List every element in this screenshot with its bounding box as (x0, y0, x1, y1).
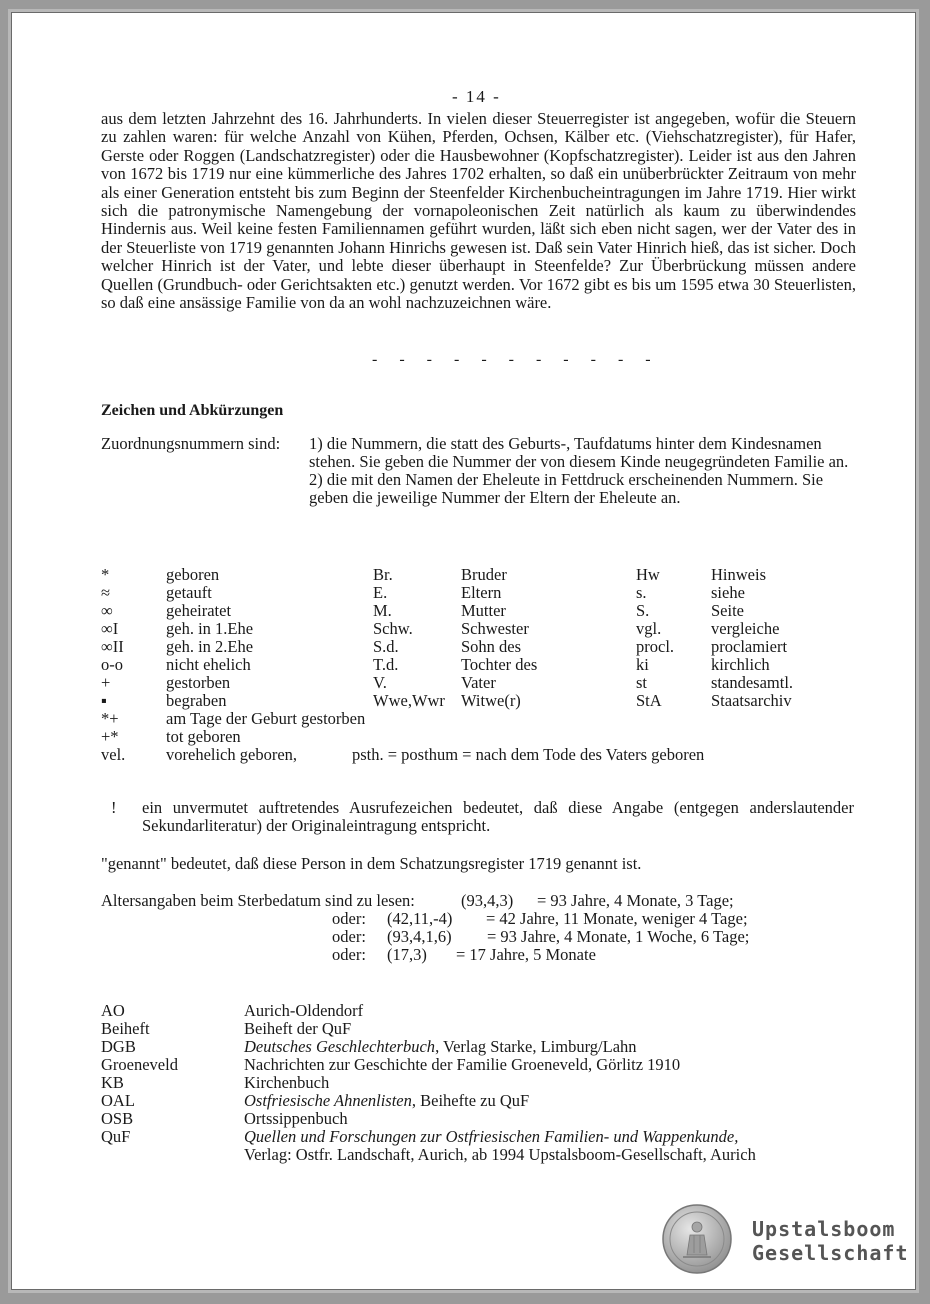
document-page (11, 12, 916, 1290)
symbol-cell: StA (636, 691, 662, 710)
quf-publisher-line: Verlag: Ostfr. Landschaft, Aurich, ab 1994 Upstalsboom-Gesellschaft, Aurich (244, 1145, 756, 1164)
symbol-cell: ≈ (101, 583, 111, 602)
symbol-cell: ∞I (101, 619, 119, 638)
symbol-cell: Bruder (461, 565, 507, 584)
abbreviation-key: Groeneveld (101, 1055, 178, 1074)
abbreviation-rest: , Beihefte zu QuF (411, 1091, 530, 1110)
abbreviation-text: Aurich-Oldendorf (244, 1001, 364, 1020)
abbreviation-row (101, 1056, 861, 1074)
abbreviation-title-italic: Quellen und Forschungen zur Ostfriesischen Familien- und Wappenkunde, (244, 1127, 739, 1146)
abbreviation-value (244, 1020, 861, 1038)
abbreviation-value (244, 1128, 861, 1164)
symbol-row (101, 710, 881, 728)
symbol-cell: geh. in 1.Ehe (166, 619, 254, 638)
symbol-cell: s. (636, 583, 647, 602)
symbol-cell: M. (373, 601, 392, 620)
symbol-cell: geh. in 2.Ehe (166, 637, 254, 656)
abbreviation-key: OAL (101, 1091, 135, 1110)
symbol-row (101, 728, 881, 746)
abbreviation-row (101, 1128, 861, 1164)
age-row (101, 928, 861, 946)
symbol-cell: ∞II (101, 637, 124, 656)
age-code: (93,4,3) (461, 891, 514, 910)
symbol-cell: o-o (101, 655, 123, 674)
symbol-cell: Hw (636, 565, 660, 584)
zuordnung-text (309, 435, 855, 507)
symbol-cell: siehe (711, 583, 745, 602)
age-row (101, 910, 861, 928)
abbreviation-key: OSB (101, 1109, 134, 1128)
symbol-cell: Wwe,Wwr (373, 691, 445, 710)
symbol-cell: standesamtl. (711, 673, 794, 692)
symbol-cell: E. (373, 583, 388, 602)
symbol-cell: ∞ (101, 601, 113, 620)
abbreviation-key: AO (101, 1001, 125, 1020)
symbol-cell: nicht ehelich (166, 655, 251, 674)
symbol-cell: proclamiert (711, 637, 788, 656)
abbreviation-value (244, 1038, 861, 1056)
symbols-table (101, 566, 881, 746)
abbreviation-key: QuF (101, 1127, 131, 1146)
age-row (101, 946, 861, 964)
age-meaning: = 93 Jahre, 4 Monate, 3 Tage; (537, 891, 734, 910)
separator-line: - - - - - - - - - - - (372, 351, 660, 368)
symbol-row (101, 674, 881, 692)
symbol-cell: st (636, 673, 648, 692)
exclamation-text: ein unvermutet auftretendes Ausrufezeichen bedeutet, daß diese Angabe (entgegen anderslautender Sekundarliteratur) der Originaleintragung entspricht. (142, 798, 854, 835)
symbol-cell: * (101, 565, 110, 584)
age-code: (42,11,-4) (387, 909, 453, 928)
symbol-cell: gestorben (166, 673, 231, 692)
symbol-cell: geheiratet (166, 601, 232, 620)
age-meaning: = 42 Jahre, 11 Monate, weniger 4 Tage; (486, 909, 748, 928)
symbol-cell: V. (373, 673, 387, 692)
symbol-row (101, 620, 881, 638)
abbreviation-row (101, 1092, 861, 1110)
abbreviation-text: Ortssippenbuch (244, 1109, 348, 1128)
org-name (752, 1217, 909, 1265)
abbreviation-row (101, 1110, 861, 1128)
symbol-cell: Mutter (461, 601, 506, 620)
symbol-row (101, 584, 881, 602)
section-title: Zeichen und Abkürzungen (101, 402, 284, 419)
vel-abbr: vel. (101, 745, 126, 764)
symbol-cell: Schwester (461, 619, 529, 638)
abbreviation-key: Beiheft (101, 1019, 150, 1038)
symbol-cell: Tochter des (461, 655, 538, 674)
symbol-cell: Vater (461, 673, 496, 692)
psth-text: psth. = posthum = nach dem Tode des Vaters geboren (352, 745, 705, 764)
age-prefix: oder: (332, 927, 366, 946)
symbol-cell: Seite (711, 601, 744, 620)
age-intro: Altersangaben beim Sterbedatum sind zu lesen: (101, 891, 415, 910)
seal-icon (661, 1203, 733, 1275)
abbreviation-row (101, 1074, 861, 1092)
abbreviation-key: DGB (101, 1037, 136, 1056)
page-number: - 14 - (452, 87, 501, 106)
age-prefix: oder: (332, 909, 366, 928)
abbreviation-key: KB (101, 1073, 124, 1092)
symbol-cell: begraben (166, 691, 227, 710)
abbreviation-title-italic: Ostfriesische Ahnenlisten (244, 1091, 412, 1110)
symbol-row (101, 638, 881, 656)
symbol-cell: ▪ (101, 691, 107, 710)
abbreviation-value (244, 1074, 861, 1092)
symbol-cell: procl. (636, 637, 675, 656)
abbreviation-title-italic: Deutsches Geschlechterbuch (244, 1037, 436, 1056)
exclamation-mark: ! (111, 798, 117, 817)
symbol-cell: *+ (101, 709, 119, 728)
abbreviations-table (101, 1002, 861, 1164)
age-code: (93,4,1,6) (387, 927, 452, 946)
symbol-cell: Witwe(r) (461, 691, 521, 710)
symbol-cell: Schw. (373, 619, 413, 638)
symbol-cell: +* (101, 727, 119, 746)
symbol-cell: Staatsarchiv (711, 691, 792, 710)
abbreviation-value (244, 1092, 861, 1110)
symbol-cell: Br. (373, 565, 393, 584)
vel-row (101, 746, 861, 764)
symbol-cell: Sohn des (461, 637, 522, 656)
age-prefix: oder: (332, 945, 366, 964)
age-notation-block (101, 892, 861, 964)
intro-text: aus dem letzten Jahrzehnt des 16. Jahrhunderts. In vielen dieser Steuerregister ist angegeben, wofür die Steuern zu zahlen waren: für welche Anzahl von Kühen, Pferden, Ochsen, Kälber etc. (Viehschatzregister), für Hafer, Gerste oder Roggen (Landschatzregister) oder die Hausbewohner (Kopfschatzregister). Leider ist aus den Jahren von 1672 bis 1719 nur eine kümmerliche des Jahres 1702 erhalten, so daß ein unüberbrückter Zeitraum von mehr als einer Generation entsteht bis zum Beginn der Steenfelder Kirchenbucheintragungen im Jahre 1719. Hier wirkt sich die patronymische Namengebung der vornapoleonischen Zeit natürlich als kaum zu überwindendes Hindernis aus. Weil keine festen Familiennamen geführt wurden, läßt sich eben nicht sagen, wer der Vater des in der Steuerliste von 1719 genannten Johann Hinrichs gewesen ist. Daß sein Vater Hinrich hieß, das ist sicher. Doch welcher Hinrich ist der Vater, und lebte dieser überhaupt in Steenfelde? Zur Überbrückung müssen andere Quellen (Grundbuch- oder Gerichtsakten etc.) genutzt werden. Vor 1672 gibt es bis um 1595 etwa 30 Steuerlisten, so daß eine ansässige Familie von da an wohl nachzuzeichnen wäre. (101, 109, 856, 313)
org-name-line2: Gesellschaft (752, 1241, 909, 1265)
vel-meaning: vorehelich geboren, (166, 745, 298, 764)
abbreviation-row (101, 1020, 861, 1038)
symbol-row (101, 566, 881, 584)
symbol-row (101, 602, 881, 620)
age-meaning: = 93 Jahre, 4 Monate, 1 Woche, 6 Tage; (487, 927, 750, 946)
age-meaning: = 17 Jahre, 5 Monate (456, 945, 596, 964)
symbol-cell: tot geboren (166, 727, 241, 746)
symbol-cell: getauft (166, 583, 212, 602)
symbol-cell: S. (636, 601, 650, 620)
symbol-row (101, 656, 881, 674)
symbol-cell: kirchlich (711, 655, 770, 674)
abbreviation-row (101, 1002, 861, 1020)
abbreviation-text: Nachrichten zur Geschichte der Familie Groeneveld, Görlitz 1910 (244, 1055, 681, 1074)
abbreviation-text: Beiheft der QuF (244, 1019, 352, 1038)
zuordnung-label: Zuordnungsnummern sind: (101, 434, 281, 453)
org-name-line1: Upstalsboom (752, 1217, 896, 1241)
zuordnung-line2: 2) die mit den Namen der Eheleute in Fettdruck erscheinenden Nummern. Sie geben die jeweilige Nummer der Eltern der Eheleute an. (309, 470, 824, 507)
age-row (101, 892, 861, 910)
abbreviation-row (101, 1038, 861, 1056)
symbol-cell: vergleiche (711, 619, 780, 638)
abbreviation-value (244, 1110, 861, 1128)
abbreviation-value (244, 1056, 861, 1074)
symbol-cell: T.d. (373, 655, 399, 674)
zuordnung-line1: 1) die Nummern, die statt des Geburts-, Taufdatums hinter dem Kindesnamen stehen. Sie geben die Nummer der von diesem Kinde neugegründeten Familie an. (309, 434, 849, 471)
abbreviation-rest: , Verlag Starke, Limburg/Lahn (435, 1037, 637, 1056)
symbol-cell: S.d. (373, 637, 399, 656)
symbol-cell: + (101, 673, 111, 692)
symbol-cell: am Tage der Geburt gestorben (166, 709, 366, 728)
symbol-cell: Eltern (461, 583, 502, 602)
symbol-cell: Hinweis (711, 565, 766, 584)
age-code: (17,3) (387, 945, 427, 964)
symbol-cell: vgl. (636, 619, 662, 638)
symbol-cell: geboren (166, 565, 220, 584)
seal-logo (661, 1203, 733, 1275)
abbreviation-value (244, 1002, 861, 1020)
abbreviation-text: Kirchenbuch (244, 1073, 330, 1092)
symbol-row (101, 692, 881, 710)
genannt-note: "genannt" bedeutet, daß diese Person in dem Schatzungsregister 1719 genannt ist. (101, 854, 642, 873)
intro-paragraph (101, 110, 856, 312)
symbol-cell: ki (636, 655, 649, 674)
